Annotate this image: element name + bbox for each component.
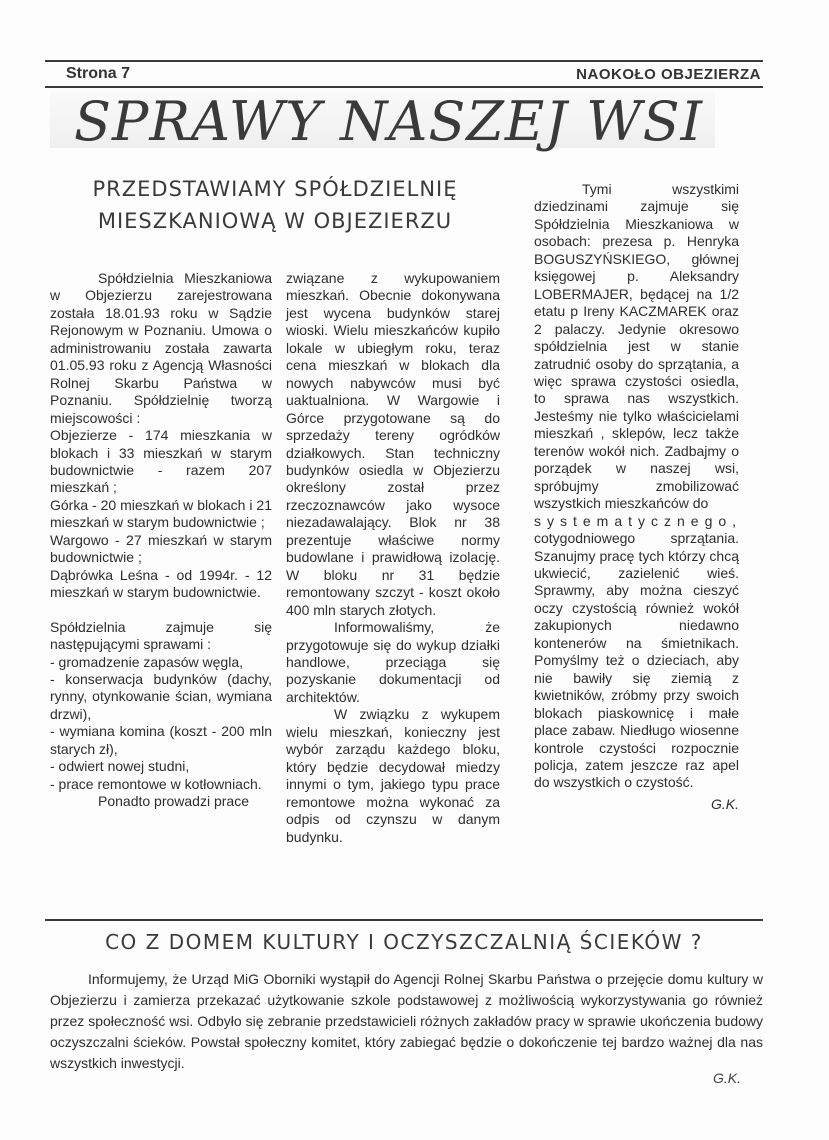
article-title-line-1: PRZEDSTAWIAMY SPÓŁDZIELNIĘ: [92, 177, 458, 201]
article-column-1: [50, 270, 272, 811]
paragraph: W związku z wykupem wielu mieszkań, konieczny jest wybór zarządu każdego bloku, który będzie decydował miedzy innymi o tym, jakiego typu prace remontowe można wykonać za odpis od czynszu w danym budynku.: [286, 706, 500, 845]
article-2-signature: G.K.: [712, 1070, 741, 1086]
paragraph: Ponadto prowadzi prace: [98, 793, 249, 810]
list-item: - prace remontowe w kotłowniach.: [50, 775, 262, 792]
article-column-2: [286, 270, 500, 846]
paragraph: Tymi wszystkimi dziedzinami zajmuje się Spółdzielnia Mieszkaniowa w osobach: prezesa p. Henryka BOGUSZYŃSKIEGO, głównej księgowej p. Aleksandry LOBERMAJER, będącej na 1/2 etatu p Ireny KACZMAREK oraz 2 palaczy. Jedynie okresowo spółdzielnia jest w stanie zatrudnić osoby do sprzątania, a więc sprawa czystości osiedla, to sprawa nas wszystkich. Jesteśmy nie tylko właścicielami mieszkań , sklepów, lecz także terenów wokół nich. Zadbajmy o porządek w naszej wsi, spróbujmy zmobilizować wszystkich mieszkańców do: [534, 181, 739, 512]
paragraph: związane z wykupowaniem mieszkań. Obecnie dokonywana jest wycena budynków starej wioski. Wielu mieszkańców kupiło lokale w ubiegłym roku, teraz cena mieszkań w blokach dla nowych nabywców musi być uaktualniona. W Wargowie i Górce przygotowane są do sprzedaży tereny ogródków działkowych. Stan techniczny budynków osiedla w Objezierzu określony został przez rzeczoznawców jako wysoce niezadawalający. Blok nr 38 prezentuje właściwe normy budowlane i prawidłową izolację. W bloku nr 31 będzie remontowany szczyt - koszt około 400 mln starych złotych.: [286, 270, 500, 618]
article-2-body: [50, 969, 763, 1074]
paragraph: Objezierze - 174 mieszkania w blokach i 33 mieszkań w starym budownictwie - razem 207 mieszkań ;: [50, 427, 272, 496]
list-item: - odwiert nowej studni,: [50, 758, 190, 775]
article-title: [70, 173, 480, 237]
publication-name: NAOKOŁO OBJEZIERZA: [576, 66, 761, 83]
paragraph: Informujemy, że Urząd MiG Oborniki wystąpił do Agencji Rolnej Skarbu Państwa o przejęcie domu kultury w Objezierzu i zamierza przekazać użytkowanie szkole podstawowej z możliwością wykorzystywania go również przez społeczność wsi. Odbyło się zebranie przedstawicieli różnych zakładów pracy w sprawie ukończenia budowy oczyszczalni ścieków. Powstał społeczny komitet, który zabiegać będzie o dokończenie tej bardzo ważnej dla nas wszystkich inwestycji.: [50, 971, 763, 1071]
paragraph: Wargowo - 27 mieszkań w starym budownictwie ;: [50, 531, 272, 566]
article-title-line-2: MIESZKANIOWĄ W OBJEZIERZU: [97, 209, 453, 233]
paragraph: Spółdzielnia Mieszkaniowa w Objezierzu zarejestrowana została 18.01.93 roku w Sądzie Rejonowym w Poznaniu. Umowa o administrowaniu została zawarta 01.05.93 roku z Agencją Własności Rolnej Skarbu Państwa w Poznaniu. Spółdzielnię tworzą miejscowości :: [50, 270, 272, 426]
section-title: SPRAWY NASZEJ WSI: [74, 90, 703, 153]
list-item: - wymiana komina (koszt - 200 mln starych zł),: [50, 723, 272, 757]
page-number: Strona 7: [66, 65, 131, 82]
article-2-title: CO Z DOMEM KULTURY I OCZYSZCZALNIĄ ŚCIEKÓW ?: [105, 930, 703, 954]
header-bottom-rule: [45, 86, 763, 88]
paragraph: Dąbrówka Leśna - od 1994r. - 12 mieszkań w starym budownictwie.: [50, 566, 272, 601]
article-column-3: [534, 181, 743, 813]
paragraph: Górka - 20 mieszkań w blokach i 21 mieszkań w starym budownictwie ;: [50, 496, 272, 531]
paragraph: Informowaliśmy, że przygotowuje się do wykup działki handlowe, przeciąga się pozyskanie dokumentacji od architektów.: [286, 619, 500, 705]
header-top-rule: [45, 60, 763, 62]
author-signature: G.K.: [710, 795, 739, 812]
paragraph-spaced-word: systematycznego,: [534, 512, 743, 529]
paragraph: Spółdzielnia zajmuje się następującymi sprawami :: [50, 618, 272, 653]
section-divider: [45, 919, 763, 921]
list-item: - gromadzenie zapasów węgla,: [50, 653, 243, 670]
paragraph: cotygodniowego sprzątania. Szanujmy pracę tych którzy chcą ukwiecić, zazielenić wieś. Sprawmy, aby można cieszyć oczy czystością również wokół zakupionych niedawno kontenerów na śmietnikach. Pomyślmy też o dzieciach, aby nie bawiły się ziemią z kwietników, zróbmy przy swoich blokach piaskownicę i małe place zabaw. Niedługo wiosenne kontrole czystości rozpocznie policja, zatem jeszcze raz apel do wszystkich o czystość.: [534, 530, 739, 791]
list-item: - konserwacja budynków (dachy, rynny, otynkowanie ścian, wymiana drzwi),: [50, 670, 272, 722]
